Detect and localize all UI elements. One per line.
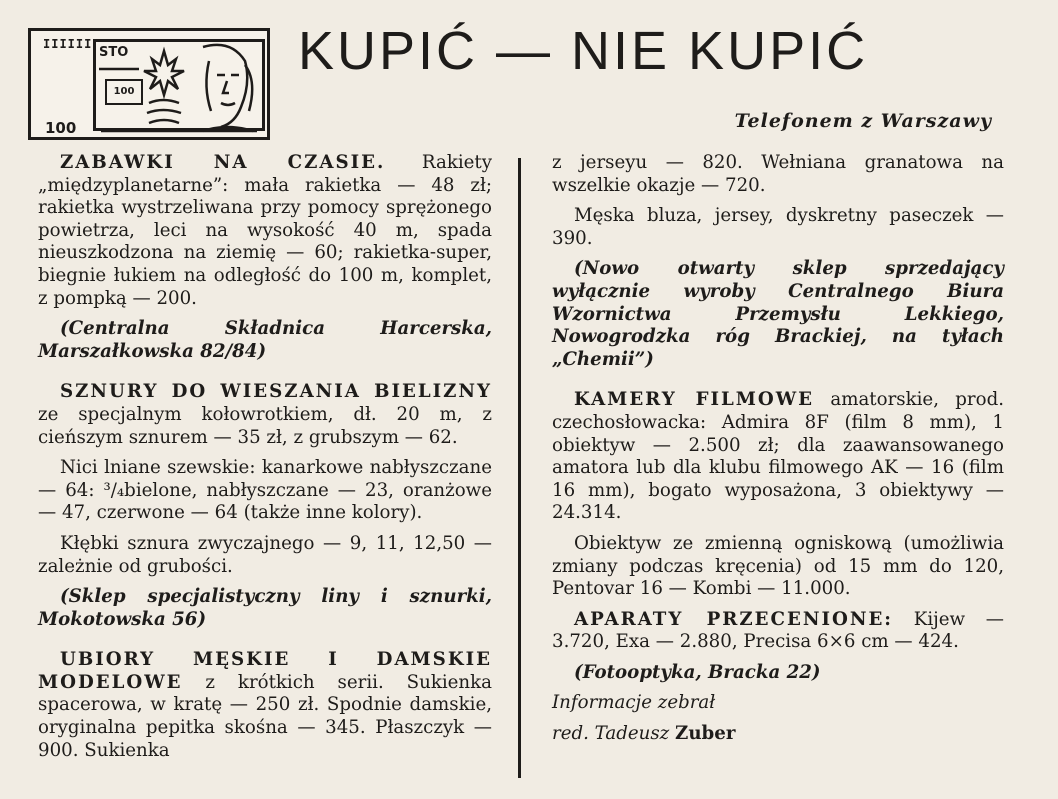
section-ropes-threads: Nici lniane szewskie: kanarkowe nabłyszczane — 64: ³/₄bielone, nabłyszczane — 23, oranżowe — 47, czerwone — 64 (także inne kolory). [38,457,492,524]
section-cameras-heading: KAMERY FILMOWE [574,389,815,411]
section-ropes [38,381,492,449]
section-clothes-heading: UBIORY MĘSKIE I DAMSKIE MODELOWE [38,649,492,693]
credit-surname: Zuber [675,723,736,745]
credit-line-1: Informacje zebrał [552,692,716,714]
banknote-sto: STO [99,45,129,60]
section-cameras-source: (Fotooptyka, Bracka 22) [574,661,821,683]
section-toys-body: Rakiety „międzyplanetarne”: mała rakietka — 48 zł; rakietka wystrzeliwana przy pomocy sprężonego powietrza, leci na wysokość 40 m, spada nieuszkodzona na ziemię — 60; rakietka-super, biegnie łukiem na odległość do 100 m, komplet, z pompką — 200. [38,152,493,309]
banknote-illustration [28,28,270,140]
column-left [38,152,492,770]
credit-prefix: red. Tadeusz [552,723,676,745]
column-divider [518,158,521,778]
section-toys-heading: ZABAWKI NA CZASIE. [60,152,386,173]
page-subtitle: Telefonem z Warszawy [734,110,992,132]
banknote-drawing [31,31,273,143]
banknote-marks: IIIIII [43,37,93,51]
column-right [552,152,1004,754]
section-clothes [38,649,492,762]
section-cameras-lens: Obiektyw ze zmienną ogniskową (umożliwia zmiany podczas kręcenia) od 15 mm do 120, Pentovar 16 — Kombi — 11.000. [552,532,1004,600]
section-toys-source: (Centralna Składnica Harcerska, Marszałkowska 82/84) [38,318,492,362]
section-toys [38,152,492,310]
section-ropes-heading: SZNURY DO WIESZANIA BIELIZNY [60,381,492,403]
section-clothes-blouse: Męska bluza, jersey, dyskretny paseczek — 390. [552,205,1004,249]
page-title: KUPIĆ — NIE KUPIĆ [298,21,869,81]
credit-line-2 [552,723,1004,746]
section-clothes-continued: z jerseyu — 820. Wełniana granatowa na wszelkie okazje — 720. [552,152,1004,196]
section-clothes-source: (Nowo otwarty sklep sprzedający wyłącznie wyroby Centralnego Biura Wzornictwa Przemysłu Lekkiego, Nowogrodzka róg Brackiej, na tyłach „Chemii”) [552,258,1004,370]
section-ropes-source: (Sklep specjalistyczny liny i sznurki, Mokotowska 56) [38,586,492,630]
section-discounted-heading: APARATY PRZECENIONE: [574,608,894,630]
banknote-box: 100 [105,79,143,105]
section-ropes-balls: Kłębki sznura zwyczajnego — 9, 11, 12,50 — zależnie od grubości. [38,532,492,577]
banknote-denomination: 100 [45,119,77,137]
section-ropes-body: ze specjalnym kołowrotkiem, dł. 20 m, z cieńszym sznurem — 35 zł, z grubszym — 62. [38,403,492,448]
section-discounted [552,609,1004,654]
section-cameras-body: amatorskie, prod. czechosłowacka: Admira 8F (film 8 mm), 1 obiektyw — 2.500 zł; dla zaawansowanego amatora lub dla klubu filmowego AK — 16 (film 16 mm), bogato wyposażona, 3 obiektywy — 24.314. [552,389,1004,524]
section-clothes-body: z krótkich serii. Sukienka spacerowa, w kratę — 250 zł. Spodnie damskie, oryginalna pepitka skośna — 345. Płaszczyk — 900. Sukienka [38,671,492,761]
section-discounted-body: Kijew — 3.720, Exa — 2.880, Precisa 6×6 cm — 424. [552,608,1004,653]
section-cameras [552,389,1004,525]
